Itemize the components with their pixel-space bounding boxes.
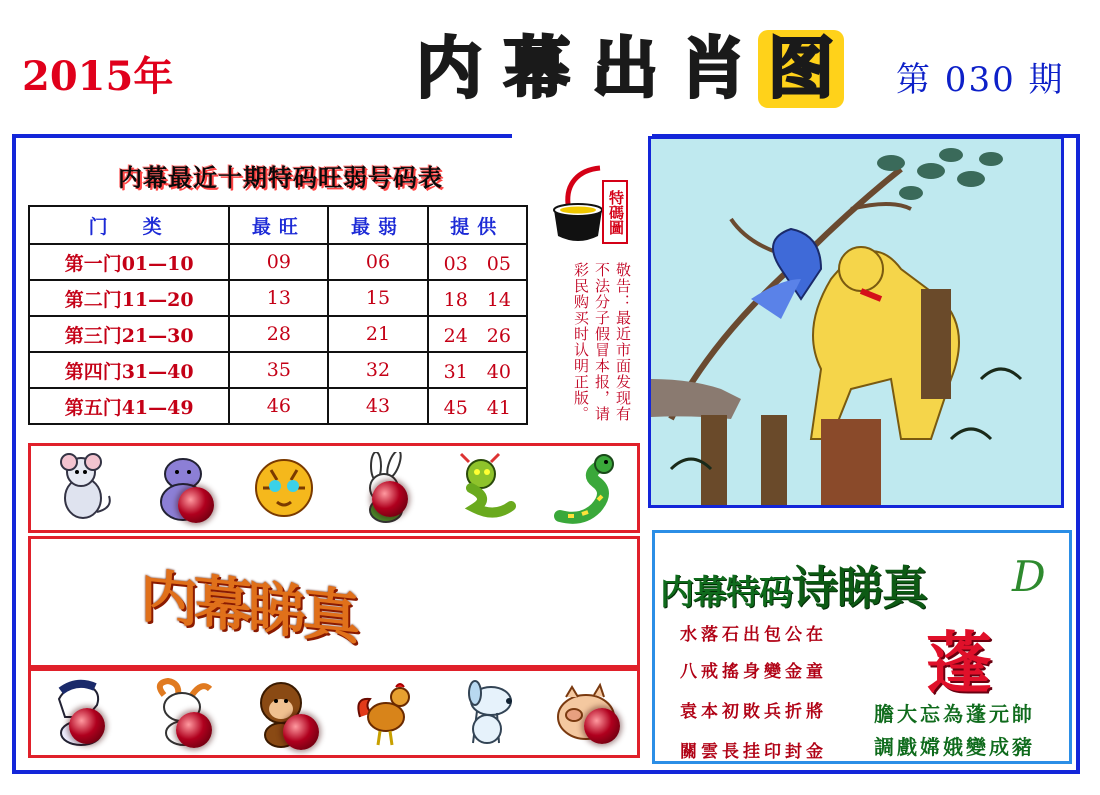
poem-decoration: D [1012,552,1046,601]
poem-title-part1: 内幕特码 [660,573,792,613]
category-cell: 第三门21—30 [29,316,229,352]
min-cell: 06 [328,244,427,280]
poem-line: 水落石出包公在 [680,625,827,645]
poem-line: 八戒搖身變金童 [680,662,827,682]
monkey-icon [245,674,323,752]
provide-cell: 18 14 [428,280,527,316]
category-cell: 第四门31—40 [29,352,229,388]
max-cell: 35 [229,352,328,388]
category-cell: 第一门01—10 [29,244,229,280]
rooster-icon [346,674,424,752]
poem-title [660,552,927,618]
dog-and-bird-illustration [648,136,1064,508]
zodiac-row-bottom [28,668,640,758]
min-cell: 43 [328,388,427,424]
poem-verse: 調戲嫦娥變成豬 [874,735,1035,759]
table-row [29,244,527,280]
column-header: 最旺 [229,206,328,244]
max-cell: 28 [229,316,328,352]
rabbit-icon [346,449,424,527]
dragon-icon [447,449,525,527]
marker-ball [178,487,214,523]
poem-line: 關雲長挂印封金 [680,742,827,762]
provide-cell: 03 05 [428,244,527,280]
ox-icon [144,449,222,527]
table-row [29,316,527,352]
table-row [29,388,527,424]
table-row [29,352,527,388]
number-table [28,205,528,425]
max-cell: 46 [229,388,328,424]
banner-char: 幕 [504,30,570,107]
marker-ball [283,714,319,750]
min-cell: 32 [328,352,427,388]
marker-ball [584,708,620,744]
column-header: 门 类 [29,206,229,244]
banner-char: 内 [416,30,482,107]
column-header: 提供 [428,206,527,244]
banner-char: 肖 [680,30,746,107]
min-cell: 15 [328,280,427,316]
max-cell: 13 [229,280,328,316]
warning-notice: 敬告：最近市面发现有不法分子假冒本报，请彩民购买时认明正版。 [572,262,632,422]
table-title: 内幕最近十期特码旺弱号码表 [118,163,443,192]
column-header: 最弱 [328,206,427,244]
year-label: 2015年 [22,53,174,100]
poem-title-part2: 诗睇真 [792,561,927,615]
marker-ball [176,712,212,748]
banner-char: 出 [592,30,658,107]
poem-line: 袁本初敗兵折將 [680,702,827,722]
min-cell: 21 [328,316,427,352]
goat-icon [144,674,222,752]
category-cell: 第二门11—20 [29,280,229,316]
pig-icon [548,674,626,752]
horse-icon [43,674,121,752]
banner-title [405,28,845,110]
logo-stamp: 特碼圖 [602,180,628,244]
issue-number: 第 030 期 [896,60,1065,100]
provide-cell: 45 41 [428,388,527,424]
marker-ball [69,708,105,744]
table-row [29,280,527,316]
marker-ball [372,481,408,517]
banner-char: 图 [758,30,844,108]
category-cell: 第五门41—49 [29,388,229,424]
table-header-row [29,206,527,244]
tiger-icon [245,449,323,527]
snake-icon [548,449,626,527]
middle-slogan: 内幕睇真 [140,561,357,653]
dog-icon [447,674,525,752]
zodiac-row-top [28,443,640,533]
poem-highlight-char: 蓬 [926,625,992,702]
provide-cell: 31 40 [428,352,527,388]
max-cell: 09 [229,244,328,280]
poem-verse: 膽大忘為蓬元帥 [874,702,1035,726]
illustration-scene-icon [651,139,1061,505]
frame-gap [512,124,652,140]
provide-cell: 24 26 [428,316,527,352]
rat-icon [43,449,121,527]
